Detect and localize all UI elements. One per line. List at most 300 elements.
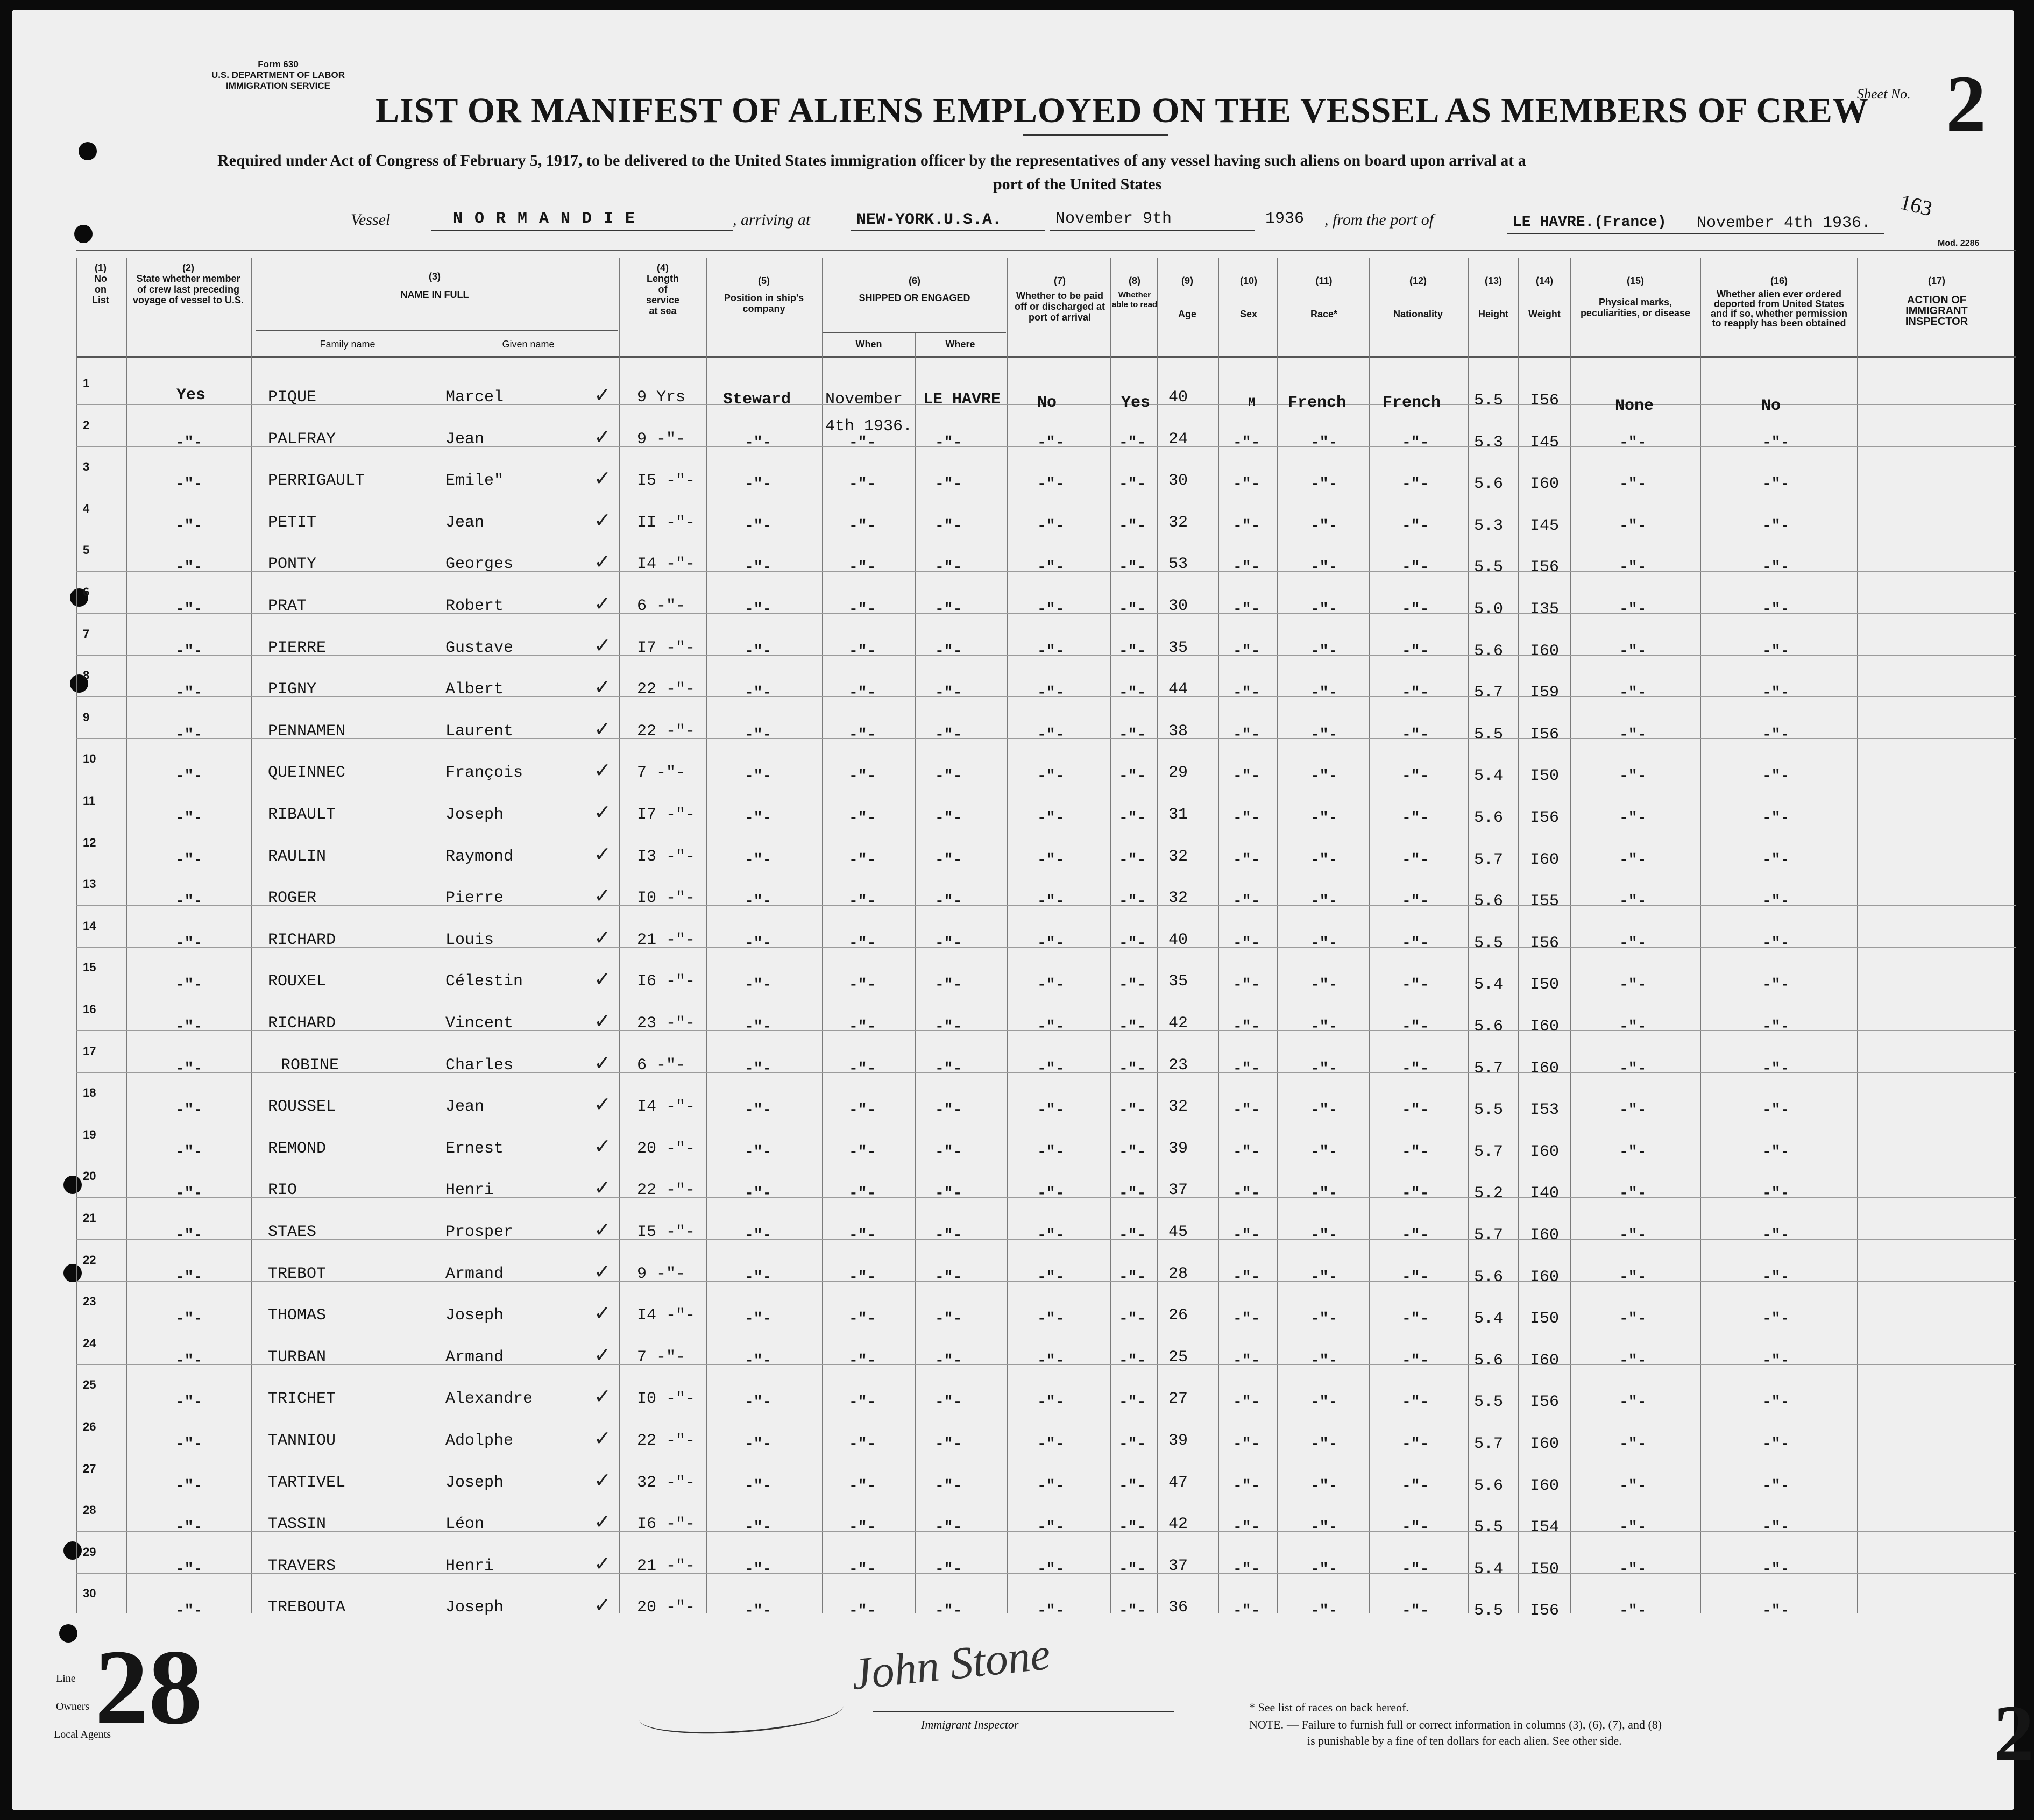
sex: -"- [1233, 1102, 1260, 1119]
form-number: Form 630 [258, 59, 299, 69]
height: 5.4 [1474, 1310, 1504, 1328]
length-of-service: II -"- [637, 513, 696, 532]
race: -"- [1310, 935, 1338, 952]
shipped-where: LE HAVRE [923, 390, 1001, 409]
previous-voyage: -"- [175, 1019, 203, 1035]
shipped-where: -"- [935, 517, 962, 535]
nationality: -"- [1402, 810, 1429, 827]
row-number: 2 [83, 418, 90, 432]
given-name: Armand [445, 1348, 504, 1367]
paid-off: -"- [1037, 935, 1065, 952]
shipped-where: -"- [935, 1060, 962, 1077]
name-header-divider [256, 330, 618, 331]
header-deported: (16) Whether alien ever ordered deported from United States and if so, whether permission to reapply has been obtained [1710, 275, 1848, 329]
race: -"- [1310, 1102, 1338, 1119]
previous-voyage: -"- [175, 476, 203, 493]
able-to-read: -"- [1119, 1019, 1146, 1035]
subtitle-line1: Required under Act of Congress of February 5, 1917, to be delivered to the United States immigration officer by the representatives of any vessel having such aliens on board upon arrival at a [217, 152, 1526, 169]
column-line [251, 258, 252, 1613]
position: -"- [745, 1227, 772, 1244]
given-name: Charles [445, 1056, 514, 1075]
position: -"- [745, 1060, 772, 1077]
height: 5.7 [1474, 1142, 1504, 1161]
family-name: THOMAS [268, 1306, 327, 1325]
weight: I56 [1530, 392, 1560, 410]
physical-marks: -"- [1619, 476, 1647, 493]
shipped-where: -"- [935, 935, 962, 952]
deported: -"- [1762, 1394, 1790, 1411]
family-name: REMOND [268, 1139, 327, 1158]
check-mark: ✓ [594, 384, 611, 407]
deported: -"- [1762, 1269, 1790, 1286]
family-name: ROGER [268, 889, 317, 908]
position: -"- [745, 768, 772, 785]
family-name: STAES [268, 1223, 317, 1241]
column-line [1007, 258, 1008, 1613]
arrival-date: November 9th [1055, 210, 1172, 228]
race: -"- [1310, 1143, 1338, 1161]
nationality: -"- [1402, 1102, 1429, 1119]
paid-off: -"- [1037, 517, 1065, 535]
age: 40 [1168, 930, 1188, 949]
family-name: TURBAN [268, 1348, 327, 1367]
deported: -"- [1762, 685, 1790, 702]
previous-voyage: -"- [175, 810, 203, 827]
shipped-when: -"- [849, 1227, 876, 1244]
weight: I60 [1530, 1226, 1560, 1245]
check-mark: ✓ [594, 467, 611, 490]
family-name: PALFRAY [268, 430, 336, 449]
sex: -"- [1233, 559, 1260, 577]
able-to-read: -"- [1119, 851, 1146, 869]
deported: -"- [1762, 643, 1790, 660]
position: -"- [745, 1352, 772, 1369]
race: French [1288, 394, 1346, 412]
column-line [1277, 258, 1278, 1613]
column-line [1157, 258, 1158, 1613]
length-of-service: I4 -"- [637, 1306, 696, 1325]
shipped-when: -"- [849, 1311, 876, 1328]
previous-voyage: -"- [175, 434, 203, 451]
row-number: 28 [83, 1503, 96, 1517]
deported: No [1761, 397, 1781, 415]
height: 5.3 [1474, 433, 1504, 452]
length-of-service: I0 -"- [637, 889, 696, 908]
length-of-service: I4 -"- [637, 1098, 696, 1117]
race: -"- [1310, 851, 1338, 869]
deported: -"- [1762, 1477, 1790, 1495]
height: 5.0 [1474, 600, 1504, 618]
age: 47 [1168, 1473, 1188, 1492]
nationality: -"- [1402, 685, 1429, 702]
inspector-label: Immigrant Inspector [921, 1718, 1019, 1731]
deported: -"- [1762, 1603, 1790, 1620]
physical-marks: -"- [1619, 1519, 1647, 1537]
sex: -"- [1233, 1311, 1260, 1328]
length-of-service: 22 -"- [637, 680, 696, 699]
able-to-read: -"- [1119, 1436, 1146, 1453]
previous-voyage: -"- [175, 977, 203, 994]
position: -"- [745, 1477, 772, 1495]
position: -"- [745, 1269, 772, 1286]
nationality: French [1383, 394, 1441, 412]
check-mark: ✓ [594, 885, 611, 908]
length-of-service: I4 -"- [637, 555, 696, 574]
able-to-read: -"- [1119, 1561, 1146, 1578]
nationality: -"- [1402, 1143, 1429, 1161]
family-name: PIERRE [268, 638, 327, 657]
deported: -"- [1762, 768, 1790, 785]
length-of-service: I5 -"- [637, 472, 696, 490]
position: -"- [745, 559, 772, 577]
nationality: -"- [1402, 768, 1429, 785]
race: -"- [1310, 1561, 1338, 1578]
family-name: RICHARD [268, 930, 336, 949]
note-line1: — Failure to furnish full or correct information in columns (3), (6), (7), and (8) [1287, 1718, 1662, 1731]
family-name: RIO [268, 1181, 297, 1200]
nationality: -"- [1402, 726, 1429, 743]
age: 37 [1168, 1556, 1188, 1575]
nationality: -"- [1402, 1603, 1429, 1620]
physical-marks: -"- [1619, 851, 1647, 869]
able-to-read: -"- [1119, 1352, 1146, 1369]
position: -"- [745, 1102, 772, 1119]
deported: -"- [1762, 1519, 1790, 1537]
paid-off: -"- [1037, 1477, 1065, 1495]
race: -"- [1310, 1519, 1338, 1537]
nationality: -"- [1402, 517, 1429, 535]
inspector-signature: John Stone [849, 1629, 1053, 1700]
deported: -"- [1762, 1352, 1790, 1369]
age: 44 [1168, 680, 1188, 699]
position: -"- [745, 601, 772, 618]
shipped-where: -"- [935, 601, 962, 618]
race: -"- [1310, 1352, 1338, 1369]
age: 42 [1168, 1515, 1188, 1534]
shipped-where: -"- [935, 1102, 962, 1119]
shipped-when: -"- [849, 476, 876, 493]
punch-hole [74, 225, 93, 243]
race: -"- [1310, 726, 1338, 743]
shipped-where: -"- [935, 1352, 962, 1369]
race: -"- [1310, 1436, 1338, 1453]
given-name: Raymond [445, 847, 514, 866]
check-mark: ✓ [594, 759, 611, 783]
nationality: -"- [1402, 893, 1429, 911]
previous-voyage: -"- [175, 1185, 203, 1203]
sex: -"- [1233, 1269, 1260, 1286]
physical-marks: -"- [1619, 1561, 1647, 1578]
previous-voyage: -"- [175, 1352, 203, 1369]
previous-voyage: Yes [176, 386, 206, 404]
footer-signature-line [873, 1711, 1174, 1712]
length-of-service: 23 -"- [637, 1014, 696, 1033]
race: -"- [1310, 1477, 1338, 1495]
sex: -"- [1233, 434, 1260, 451]
shipped-when: -"- [849, 559, 876, 577]
weight: I54 [1530, 1518, 1560, 1537]
previous-voyage: -"- [175, 643, 203, 660]
row-number: 23 [83, 1295, 96, 1309]
row-number: 5 [83, 543, 90, 557]
physical-marks: -"- [1619, 935, 1647, 952]
row-number: 22 [83, 1253, 96, 1267]
able-to-read: -"- [1119, 476, 1146, 493]
nationality: -"- [1402, 851, 1429, 869]
given-name: Emile" [445, 472, 504, 490]
height: 5.7 [1474, 850, 1504, 869]
sex: -"- [1233, 935, 1260, 952]
age: 32 [1168, 513, 1188, 532]
race: -"- [1310, 601, 1338, 618]
given-name: Jean [445, 430, 485, 449]
nationality: -"- [1402, 601, 1429, 618]
age: 40 [1168, 388, 1188, 407]
shipped-where: -"- [935, 851, 962, 869]
header-paid-off: (7) Whether to be paid off or discharged at port of arrival [1014, 275, 1105, 323]
physical-marks: -"- [1619, 1185, 1647, 1203]
position: -"- [745, 1603, 772, 1620]
position: -"- [745, 1311, 772, 1328]
nationality: -"- [1402, 1436, 1429, 1453]
position: -"- [745, 935, 772, 952]
previous-voyage: -"- [175, 768, 203, 785]
given-name: Joseph [445, 1306, 504, 1325]
age: 36 [1168, 1598, 1188, 1617]
shipped-where: -"- [935, 726, 962, 743]
shipped-when: -"- [849, 434, 876, 451]
row-number: 14 [83, 919, 96, 933]
sex: -"- [1233, 977, 1260, 994]
row-number: 29 [83, 1545, 96, 1559]
able-to-read: -"- [1119, 559, 1146, 577]
departure-date: November 4th 1936. [1697, 214, 1872, 232]
footer-agents-label: Local Agents [54, 1729, 111, 1740]
length-of-service: 22 -"- [637, 1432, 696, 1450]
height: 5.5 [1474, 1518, 1504, 1537]
age: 37 [1168, 1181, 1188, 1200]
check-mark: ✓ [594, 1343, 611, 1367]
height: 5.6 [1474, 642, 1504, 660]
height: 5.4 [1474, 976, 1504, 994]
column-line [1468, 258, 1469, 1613]
column-line [619, 258, 620, 1613]
family-name: ROBINE [281, 1056, 339, 1075]
column-line [1857, 258, 1858, 1613]
family-name: RIBAULT [268, 806, 336, 824]
age: 32 [1168, 847, 1188, 866]
physical-marks: -"- [1619, 685, 1647, 702]
able-to-read: -"- [1119, 434, 1146, 451]
shipped-when: -"- [849, 1102, 876, 1119]
footer-owners-label: Owners [56, 1701, 90, 1712]
length-of-service: I0 -"- [637, 1390, 696, 1409]
row-number: 7 [83, 627, 90, 641]
nationality: -"- [1402, 977, 1429, 994]
position: -"- [745, 977, 772, 994]
height: 5.5 [1474, 558, 1504, 577]
physical-marks: -"- [1619, 559, 1647, 577]
family-name: PERRIGAULT [268, 472, 365, 490]
position: -"- [745, 1185, 772, 1203]
mod-number: Mod. 2286 [1938, 239, 1980, 248]
sex: -"- [1233, 726, 1260, 743]
deported: -"- [1762, 810, 1790, 827]
given-name: Jean [445, 1098, 485, 1117]
deported: -"- [1762, 1143, 1790, 1161]
shipped-when: -"- [849, 935, 876, 952]
paid-off: -"- [1037, 851, 1065, 869]
physical-marks: -"- [1619, 1394, 1647, 1411]
sex: -"- [1233, 893, 1260, 911]
weight: I60 [1530, 1435, 1560, 1453]
paid-off: -"- [1037, 685, 1065, 702]
length-of-service: 6 -"- [637, 597, 686, 615]
previous-voyage: -"- [175, 1436, 203, 1453]
family-name: PIGNY [268, 680, 317, 699]
check-mark: ✓ [594, 593, 611, 615]
able-to-read: -"- [1119, 643, 1146, 660]
check-mark: ✓ [594, 1093, 611, 1117]
family-name: RICHARD [268, 1014, 336, 1033]
age: 32 [1168, 889, 1188, 908]
age: 35 [1168, 972, 1188, 991]
shipped-header-divider [823, 332, 1006, 333]
race: -"- [1310, 1227, 1338, 1244]
family-name: TRICHET [268, 1390, 336, 1409]
age: 39 [1168, 1432, 1188, 1450]
race: -"- [1310, 1185, 1338, 1203]
paid-off: -"- [1037, 476, 1065, 493]
physical-marks: -"- [1619, 517, 1647, 535]
shipped-where: -"- [935, 1269, 962, 1286]
shipped-when: -"- [849, 685, 876, 702]
nationality: -"- [1402, 1269, 1429, 1286]
family-name: QUEINNEC [268, 764, 346, 783]
length-of-service: I3 -"- [637, 847, 696, 866]
edge-sheet-number: 2 [1994, 1689, 2034, 1778]
paid-off: -"- [1037, 977, 1065, 994]
length-of-service: 6 -"- [637, 1056, 686, 1075]
age: 42 [1168, 1014, 1188, 1033]
deported: -"- [1762, 601, 1790, 618]
length-of-service: 20 -"- [637, 1598, 696, 1617]
paid-off: -"- [1037, 559, 1065, 577]
able-to-read: Yes [1121, 394, 1151, 412]
sex: M [1248, 396, 1256, 409]
header-position: (5) Position in ship's company [724, 275, 804, 314]
given-name: Robert [445, 597, 504, 615]
family-name: TREBOT [268, 1264, 327, 1283]
length-of-service: I7 -"- [637, 638, 696, 657]
deported: -"- [1762, 1561, 1790, 1578]
previous-voyage: -"- [175, 1060, 203, 1077]
note-line2: is punishable by a fine of ten dollars for each alien. See other side. [1307, 1734, 1622, 1747]
sex: -"- [1233, 476, 1260, 493]
deported: -"- [1762, 1185, 1790, 1203]
row-number: 19 [83, 1127, 96, 1141]
shipped-where: -"- [935, 1311, 962, 1328]
shipped-when: -"- [849, 1019, 876, 1035]
physical-marks: -"- [1619, 726, 1647, 743]
previous-voyage: -"- [175, 1311, 203, 1328]
row-number: 17 [83, 1044, 96, 1058]
column-line [822, 258, 823, 1613]
able-to-read: -"- [1119, 517, 1146, 535]
given-name: Henri [445, 1556, 494, 1575]
nationality: -"- [1402, 1561, 1429, 1578]
nationality: -"- [1402, 1477, 1429, 1495]
weight: I50 [1530, 1560, 1560, 1579]
paid-off: -"- [1037, 1311, 1065, 1328]
given-name: Léon [445, 1515, 485, 1534]
deported: -"- [1762, 517, 1790, 535]
given-name: François [445, 764, 523, 783]
row-number: 4 [83, 501, 90, 515]
height: 5.6 [1474, 1351, 1504, 1370]
column-line [1110, 258, 1111, 1613]
row-number: 16 [83, 1003, 96, 1016]
row-number: 24 [83, 1336, 96, 1350]
physical-marks: -"- [1619, 1143, 1647, 1161]
row-number: 30 [83, 1587, 96, 1601]
height: 5.7 [1474, 1059, 1504, 1078]
header-race: (11) Race* [1310, 275, 1338, 319]
weight: I50 [1530, 976, 1560, 994]
able-to-read: -"- [1119, 1311, 1146, 1328]
physical-marks: -"- [1619, 1311, 1647, 1328]
sex: -"- [1233, 685, 1260, 702]
position: -"- [745, 1436, 772, 1453]
check-mark: ✓ [594, 551, 611, 574]
paid-off: No [1037, 394, 1057, 412]
port-underline [851, 230, 1045, 231]
physical-marks: -"- [1619, 643, 1647, 660]
punch-hole [79, 142, 97, 160]
paid-off: -"- [1037, 1019, 1065, 1035]
weight: I56 [1530, 1602, 1560, 1620]
sex: -"- [1233, 517, 1260, 535]
deported: -"- [1762, 1311, 1790, 1328]
weight: I56 [1530, 809, 1560, 827]
physical-marks: -"- [1619, 1019, 1647, 1035]
position: -"- [745, 851, 772, 869]
race: -"- [1310, 893, 1338, 911]
row-number: 9 [83, 710, 90, 724]
shipped-when: -"- [849, 810, 876, 827]
weight: I45 [1530, 516, 1560, 535]
given-name: Célestin [445, 972, 523, 991]
note-races: * See list of races on back hereof. [1249, 1701, 1409, 1714]
length-of-service: 20 -"- [637, 1139, 696, 1158]
given-name: Ernest [445, 1139, 504, 1158]
check-mark: ✓ [594, 926, 611, 949]
physical-marks: -"- [1619, 1352, 1647, 1369]
physical-marks: -"- [1619, 1603, 1647, 1620]
previous-voyage: -"- [175, 1269, 203, 1286]
deported: -"- [1762, 1102, 1790, 1119]
weight: I60 [1530, 1018, 1560, 1036]
sheet-number: 2 [1946, 59, 1986, 148]
weight: I60 [1530, 1351, 1560, 1370]
service-name: IMMIGRATION SERVICE [226, 81, 330, 91]
position: -"- [745, 1561, 772, 1578]
height: 5.6 [1474, 809, 1504, 827]
family-name: TARTIVEL [268, 1473, 346, 1492]
table-top-border [76, 250, 2016, 251]
age: 39 [1168, 1139, 1188, 1158]
sex: -"- [1233, 1352, 1260, 1369]
